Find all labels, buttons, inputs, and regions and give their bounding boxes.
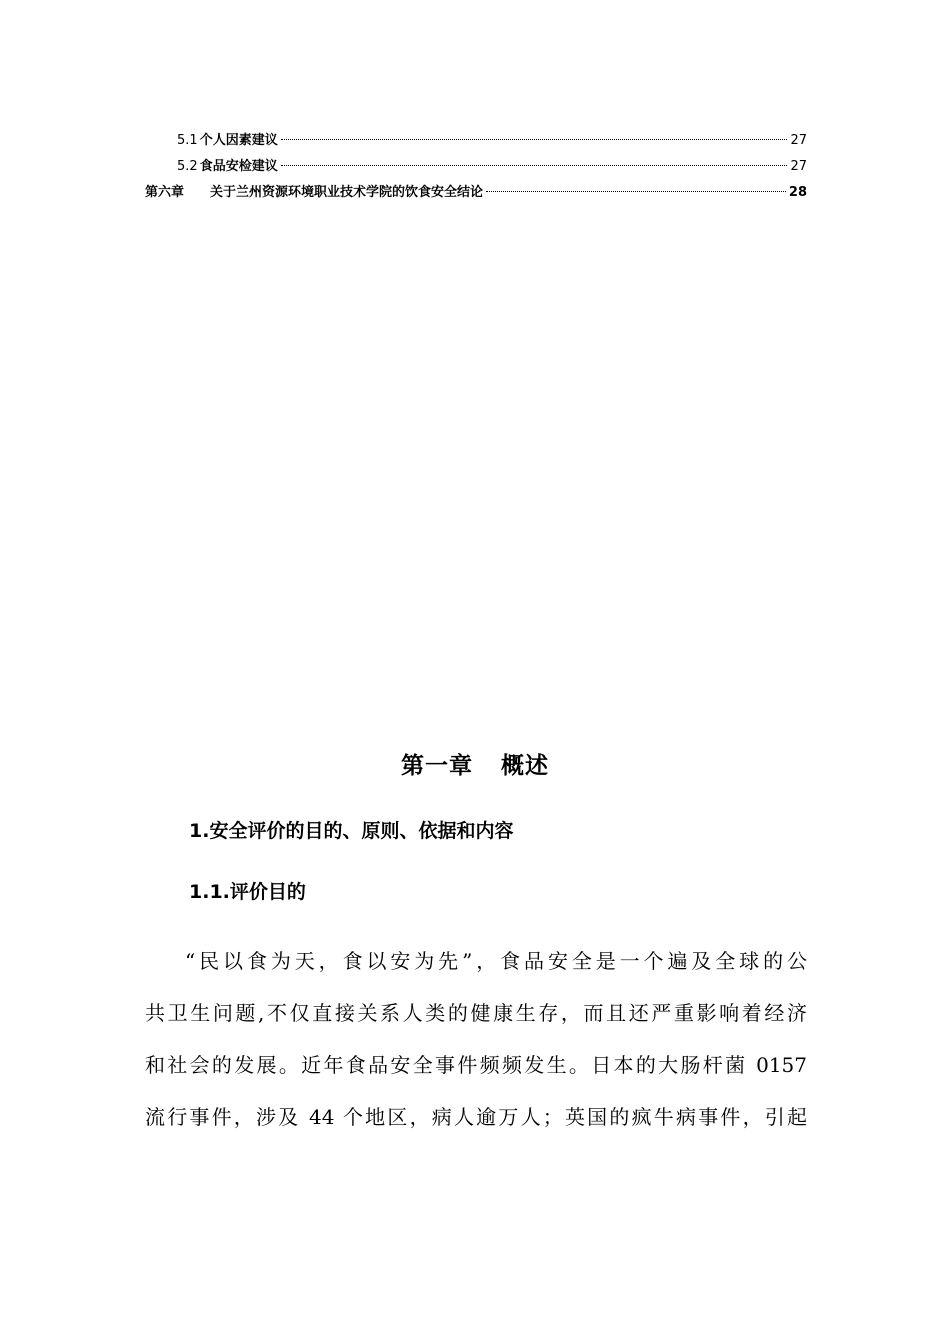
toc-page-number: 27 [790, 159, 807, 174]
body-line: 共卫生问题,不仅直接关系人类的健康生存，而且还严重影响着经济 [145, 1001, 807, 1025]
chapter-label: 第一章 [401, 753, 473, 779]
toc-entry-chapter-6[interactable] [145, 180, 807, 206]
body-line: 流行事件，涉及 44 个地区，病人逾万人；英国的疯牛病事件，引起 [145, 1105, 807, 1129]
toc-page-number: 27 [790, 133, 807, 148]
section-heading-1: 1.安全评价的目的、原则、依据和内容 [189, 820, 514, 842]
toc-dot-leader [281, 165, 788, 166]
section-heading-1-1: 1.1.评价目的 [189, 881, 306, 903]
body-line: “民以食为天，食以安为先”，食品安全是一个遍及全球的公 [185, 949, 807, 973]
toc-dot-leader [486, 191, 786, 192]
toc-dot-leader [281, 139, 788, 140]
toc-chapter-label: 第六章 [145, 185, 185, 200]
chapter-title: 概述 [501, 753, 549, 779]
table-of-contents [145, 128, 807, 206]
body-paragraph [145, 935, 807, 1143]
toc-entry-title: 关于兰州资源环境职业技术学院的饮食安全结论 [210, 185, 484, 200]
toc-entry-title: 食品安检建议 [199, 159, 278, 174]
toc-entry-number: 5.1 [177, 133, 198, 148]
toc-entry-title: 个人因素建议 [199, 133, 278, 148]
chapter-heading [0, 746, 950, 786]
toc-entry-5-2[interactable] [145, 154, 807, 180]
body-line: 和社会的发展。近年食品安全事件频频发生。日本的大肠杆菌 0157 [145, 1053, 807, 1077]
toc-entry-5-1[interactable] [145, 128, 807, 154]
toc-entry-number: 5.2 [177, 159, 198, 174]
toc-page-number: 28 [788, 185, 807, 200]
